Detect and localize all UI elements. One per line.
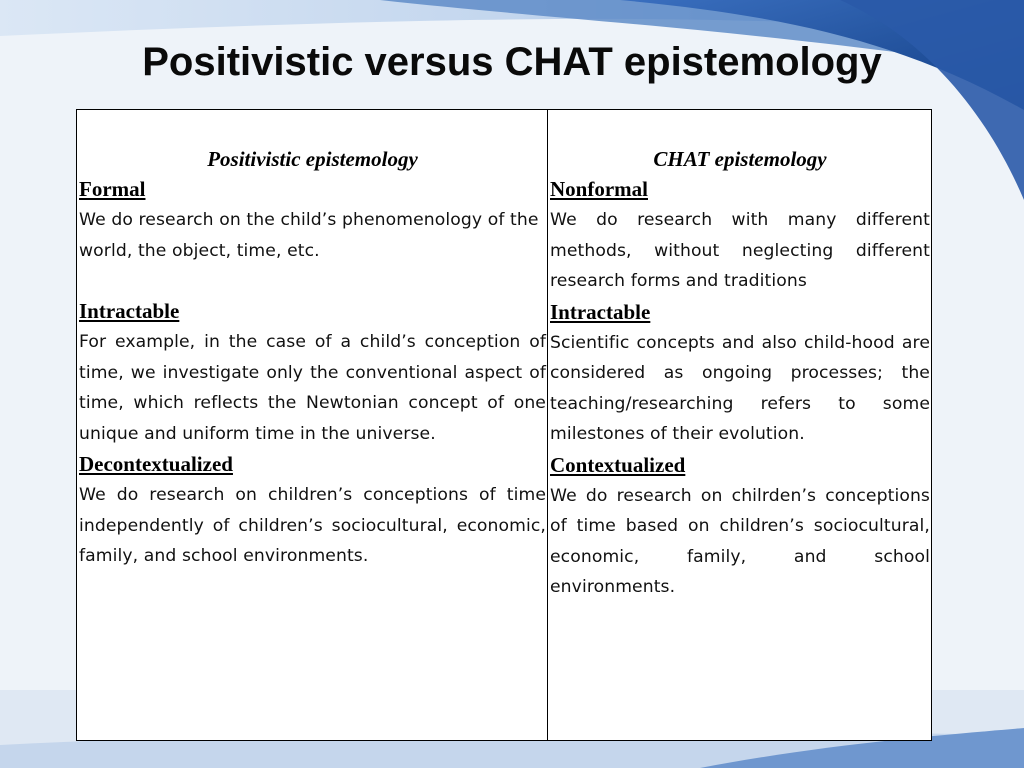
section-label: Intractable [79, 299, 180, 323]
section-text: We do research with many different methods, without neglecting different research forms and traditions [550, 210, 930, 291]
column-divider [547, 110, 548, 740]
section-label: Formal [79, 177, 146, 201]
section-text: We do research on children’s conceptions of time independently of children’s sociocultural, economic, family, and school environments. [79, 485, 546, 566]
section-text: We do research on chilrden’s conceptions of time based on children’s sociocultural, economic, family, and school environments. [550, 485, 930, 597]
column-heading: CHAT epistemology [653, 147, 827, 171]
section-text: Scientific concepts and also child-hood are considered as ongoing processes; the teaching/researching refers to some milestones of their evolution. [550, 332, 930, 444]
chat-column [550, 144, 930, 603]
column-heading: Positivistic epistemology [207, 147, 418, 171]
section-label: Decontextualized [79, 452, 233, 476]
section-label: Contextualized [550, 452, 686, 477]
section-text: We do research on the child’s phenomenology of the world, the object, time, etc. [79, 210, 539, 261]
positivistic-column [79, 144, 546, 572]
comparison-table [76, 109, 932, 741]
page-title: Positivistic versus CHAT epistemology [142, 40, 882, 84]
section-label: Nonformal [550, 177, 648, 201]
section-label: Intractable [550, 299, 651, 324]
section-text: For example, in the case of a child’s conception of time, we investigate only the conventional aspect of time, which reflects the Newtonian concept of one unique and uniform time in the universe. [79, 332, 546, 444]
